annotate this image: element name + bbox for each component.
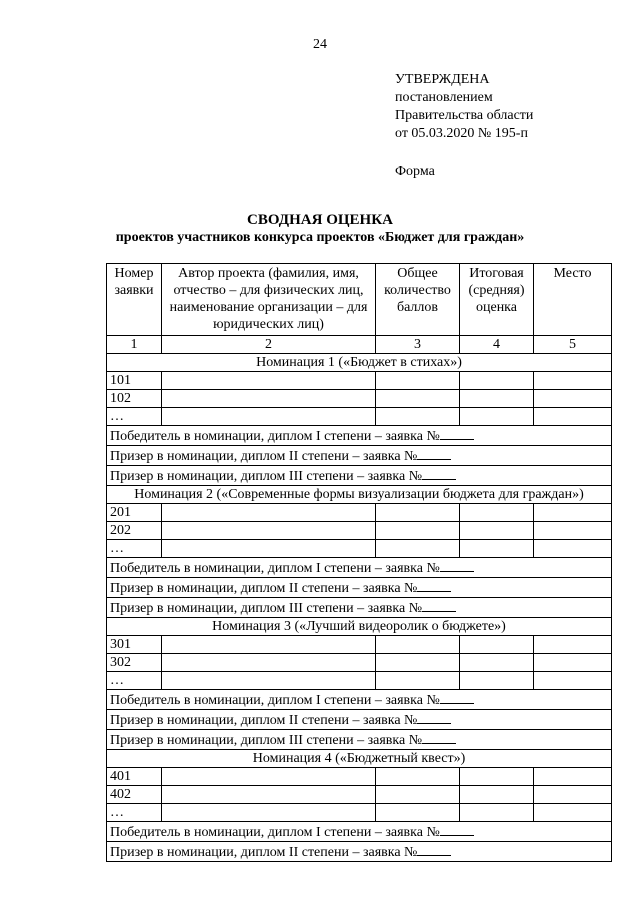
approval-line-1: УТВЕРЖДЕНА	[395, 72, 490, 87]
table-row	[107, 672, 612, 690]
empty-cell	[162, 786, 376, 804]
form-label: Форма	[395, 164, 435, 179]
table-row	[107, 522, 612, 540]
blank-line	[440, 426, 474, 440]
result-cell	[107, 730, 612, 750]
table-row	[107, 540, 612, 558]
empty-cell	[376, 372, 460, 390]
empty-cell	[460, 636, 534, 654]
table-row	[107, 372, 612, 390]
empty-cell	[376, 804, 460, 822]
result-row	[107, 598, 612, 618]
application-number: …	[107, 540, 162, 558]
empty-cell	[534, 768, 612, 786]
result-text: Призер в номинации, диплом II степени – заявка №	[110, 581, 418, 596]
blank-line	[440, 558, 474, 572]
result-cell	[107, 690, 612, 710]
result-text: Победитель в номинации, диплом I степени – заявка №	[110, 693, 440, 708]
column-number: 5	[534, 336, 612, 354]
empty-cell	[162, 372, 376, 390]
result-row	[107, 710, 612, 730]
table-row	[107, 768, 612, 786]
result-text: Призер в номинации, диплом II степени – заявка №	[110, 449, 418, 464]
nomination-title: Номинация 4 («Бюджетный квест»)	[107, 750, 612, 768]
result-text: Призер в номинации, диплом III степени – заявка №	[110, 733, 423, 748]
header-row	[107, 264, 612, 336]
application-number: 102	[107, 390, 162, 408]
column-number-row	[107, 336, 612, 354]
result-row	[107, 822, 612, 842]
table-row	[107, 504, 612, 522]
nomination-title: Номинация 1 («Бюджет в стихах»)	[107, 354, 612, 372]
result-row	[107, 842, 612, 862]
nomination-title: Номинация 3 («Лучший видеоролик о бюджете»)	[107, 618, 612, 636]
table-body	[107, 336, 612, 862]
result-cell	[107, 426, 612, 446]
empty-cell	[376, 408, 460, 426]
empty-cell	[460, 672, 534, 690]
application-number: 402	[107, 786, 162, 804]
application-number: 301	[107, 636, 162, 654]
application-number: …	[107, 672, 162, 690]
result-text: Призер в номинации, диплом II степени – заявка №	[110, 845, 418, 860]
blank-line	[422, 598, 456, 612]
empty-cell	[162, 768, 376, 786]
empty-cell	[534, 786, 612, 804]
empty-cell	[162, 540, 376, 558]
blank-line	[417, 710, 451, 724]
empty-cell	[376, 504, 460, 522]
empty-cell	[376, 654, 460, 672]
application-number: 401	[107, 768, 162, 786]
table-row	[107, 786, 612, 804]
empty-cell	[162, 636, 376, 654]
result-cell	[107, 842, 612, 862]
column-number: 4	[460, 336, 534, 354]
empty-cell	[460, 522, 534, 540]
result-row	[107, 466, 612, 486]
nomination-row	[107, 750, 612, 768]
blank-line	[417, 578, 451, 592]
empty-cell	[460, 654, 534, 672]
title-block	[0, 211, 640, 247]
approval-line-4: от 05.03.2020 № 195-п	[395, 126, 528, 141]
empty-cell	[376, 768, 460, 786]
empty-cell	[376, 636, 460, 654]
approval-line-3: Правительства области	[395, 108, 534, 123]
blank-line	[422, 730, 456, 744]
column-number: 1	[107, 336, 162, 354]
nomination-row	[107, 618, 612, 636]
empty-cell	[162, 804, 376, 822]
column-header-author: Автор проекта (фамилия, имя, отчество – для физических лиц, наименование организации – для юридических лиц)	[162, 264, 376, 336]
empty-cell	[534, 522, 612, 540]
result-row	[107, 578, 612, 598]
result-cell	[107, 558, 612, 578]
result-text: Победитель в номинации, диплом I степени – заявка №	[110, 429, 440, 444]
empty-cell	[376, 390, 460, 408]
empty-cell	[460, 372, 534, 390]
summary-table	[106, 263, 612, 862]
document-subtitle: проектов участников конкурса проектов «Бюджет для граждан»	[115, 230, 525, 245]
approval-line-2: постановлением	[395, 90, 493, 105]
empty-cell	[460, 540, 534, 558]
blank-line	[417, 842, 451, 856]
result-text: Призер в номинации, диплом III степени – заявка №	[110, 469, 423, 484]
empty-cell	[376, 540, 460, 558]
table-row	[107, 390, 612, 408]
result-text: Победитель в номинации, диплом I степени – заявка №	[110, 825, 440, 840]
result-cell	[107, 822, 612, 842]
empty-cell	[162, 390, 376, 408]
empty-cell	[376, 672, 460, 690]
empty-cell	[534, 390, 612, 408]
column-header-place: Место	[534, 264, 612, 336]
column-header-number: Номер заявки	[107, 264, 162, 336]
empty-cell	[534, 408, 612, 426]
empty-cell	[376, 522, 460, 540]
table-row	[107, 408, 612, 426]
empty-cell	[162, 408, 376, 426]
empty-cell	[460, 804, 534, 822]
empty-cell	[460, 408, 534, 426]
result-cell	[107, 446, 612, 466]
column-number: 3	[376, 336, 460, 354]
result-cell	[107, 598, 612, 618]
result-cell	[107, 710, 612, 730]
application-number: 101	[107, 372, 162, 390]
empty-cell	[162, 522, 376, 540]
column-number: 2	[162, 336, 376, 354]
table-row	[107, 636, 612, 654]
column-header-total: Общее количество баллов	[376, 264, 460, 336]
blank-line	[422, 466, 456, 480]
application-number: …	[107, 408, 162, 426]
empty-cell	[534, 804, 612, 822]
empty-cell	[534, 372, 612, 390]
empty-cell	[534, 672, 612, 690]
application-number: …	[107, 804, 162, 822]
result-row	[107, 690, 612, 710]
page-number: 24	[313, 37, 327, 52]
empty-cell	[534, 636, 612, 654]
column-header-average: Итоговая (средняя) оценка	[460, 264, 534, 336]
result-row	[107, 558, 612, 578]
result-row	[107, 426, 612, 446]
blank-line	[440, 690, 474, 704]
empty-cell	[162, 654, 376, 672]
document-title: СВОДНАЯ ОЦЕНКА	[247, 212, 393, 228]
empty-cell	[460, 768, 534, 786]
blank-line	[440, 822, 474, 836]
result-text: Победитель в номинации, диплом I степени – заявка №	[110, 561, 440, 576]
approval-stamp	[395, 71, 533, 181]
result-row	[107, 446, 612, 466]
empty-cell	[534, 654, 612, 672]
nomination-row	[107, 354, 612, 372]
table-row	[107, 654, 612, 672]
nomination-row	[107, 486, 612, 504]
application-number: 201	[107, 504, 162, 522]
empty-cell	[534, 504, 612, 522]
nomination-title: Номинация 2 («Современные формы визуализации бюджета для граждан»)	[107, 486, 612, 504]
empty-cell	[460, 504, 534, 522]
empty-cell	[376, 786, 460, 804]
result-row	[107, 730, 612, 750]
table-row	[107, 804, 612, 822]
result-cell	[107, 578, 612, 598]
empty-cell	[460, 390, 534, 408]
empty-cell	[534, 540, 612, 558]
application-number: 302	[107, 654, 162, 672]
blank-line	[417, 446, 451, 460]
result-text: Призер в номинации, диплом III степени – заявка №	[110, 601, 423, 616]
empty-cell	[162, 672, 376, 690]
application-number: 202	[107, 522, 162, 540]
result-cell	[107, 466, 612, 486]
empty-cell	[162, 504, 376, 522]
empty-cell	[460, 786, 534, 804]
result-text: Призер в номинации, диплом II степени – заявка №	[110, 713, 418, 728]
